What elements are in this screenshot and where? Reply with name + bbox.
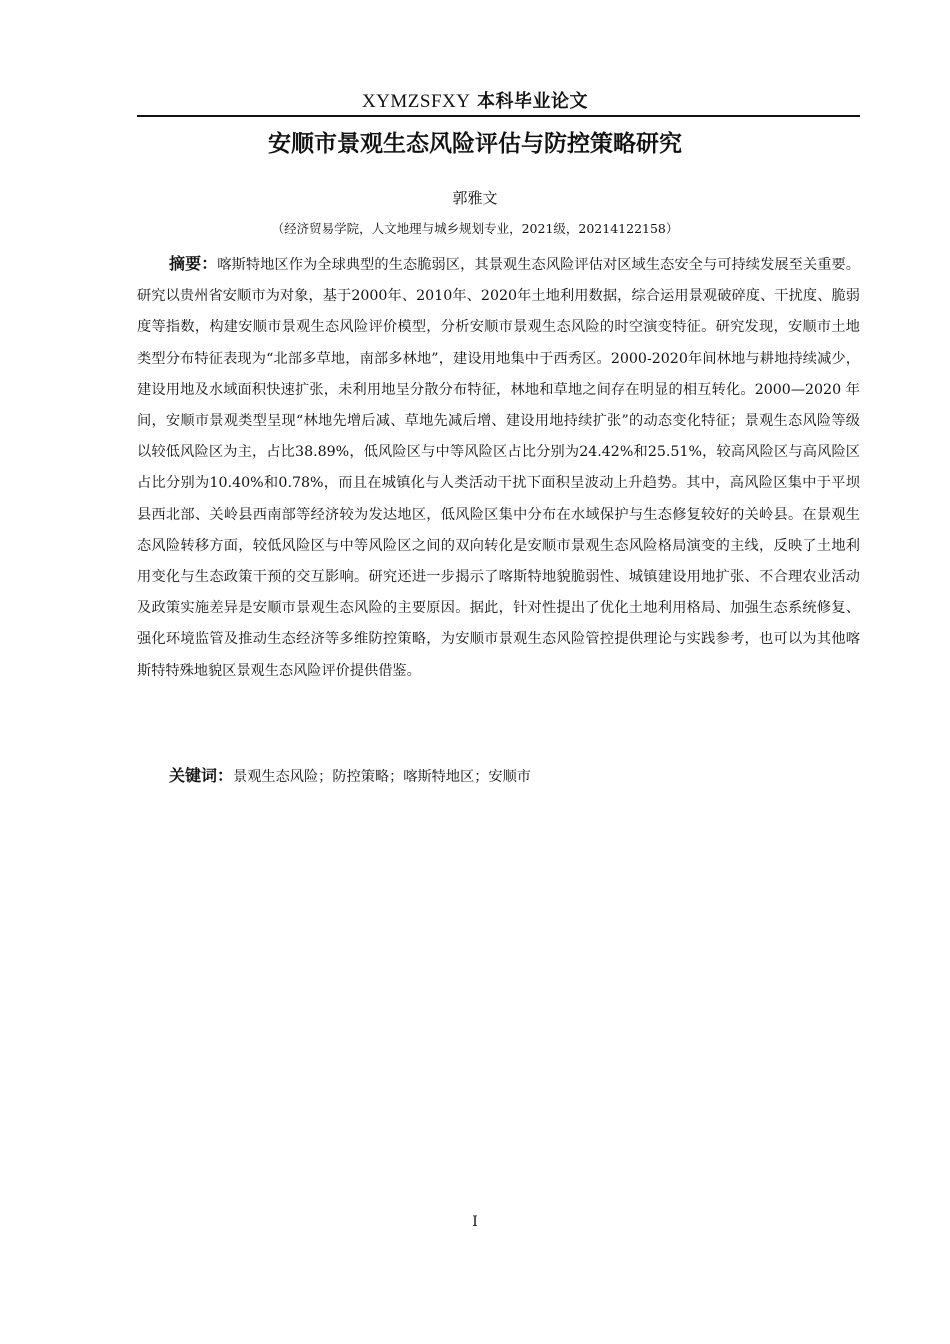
abstract-text: 喀斯特地区作为全球典型的生态脆弱区，其景观生态风险评估对区域生态安全与可持续发展至关重要。研究以贵州省安顺市为对象，基于2000年、2010年、2020年土地利用数据，综合运用景观破碎度、干扰度、脆弱度等指数，构建安顺市景观生态风险评价模型，分析安顺市景观生态风险的时空演变特征。研究发现，安顺市土地类型分布特征表现为“北部多草地，南部多林地”，建设用地集中于西秀区。2000-2020年间林地与耕地持续减少，建设用地及水域面积快速扩张，未利用地呈分散分布特征，林地和草地之间存在明显的相互转化。2000—2020 年间，安顺市景观类型呈现“林地先增后减、草地先减后增、建设用地持续扩张”的动态变化特征；景观生态风险等级以较低风险区为主，占比38.89%，低风险区与中等风险区占比分别为24.42%和25.51%，较高风险区与高风险区占比分别为10.40%和0.78%，而且在城镇化与人类活动干扰下面积呈波动上升趋势。其中，高风险区集中于平坝县西北部、关岭县西南部等经济较为发达地区，低风险区集中分布在水域保护与生态修复较好的关岭县。在景观生态风险转移方面，较低风险区与中等风险区之间的双向转化是安顺市景观生态风险格局演变的主线，反映了土地利用变化与生态政策干预的交互影响。研究还进一步揭示了喀斯特地貌脆弱性、城镇建设用地扩张、不合理农业活动及政策实施差异是安顺市景观生态风险的主要原因。据此，针对性提出了优化土地利用格局、加强生态系统修复、强化环境监管及推动生态经济等多维防控策略，为安顺市景观生态风险管控提供理论与实践参考，也可以为其他喀斯特特殊地貌区景观生态风险评价提供借鉴。	[137, 257, 860, 679]
abstract-paragraph	[137, 248, 860, 687]
abstract-label: 摘要：	[169, 254, 218, 273]
keywords-text: 景观生态风险；防控策略；喀斯特地区；安顺市	[233, 769, 531, 785]
keywords-line	[169, 760, 860, 793]
running-header	[0, 88, 950, 115]
page-number: I	[472, 1214, 478, 1230]
paper-title: 安顺市景观生态风险评估与防控策略研究	[268, 131, 682, 157]
author-affiliation: （经济贸易学院，人文地理与城乡规划专业，2021级，20214122158）	[271, 221, 679, 236]
author-name: 郭雅文	[452, 189, 498, 207]
keywords-label: 关键词：	[169, 766, 234, 785]
header-doc-kind: 本科毕业论文	[477, 91, 589, 112]
header-university: XYMZSFXY	[361, 91, 471, 112]
header-rule	[137, 115, 860, 117]
